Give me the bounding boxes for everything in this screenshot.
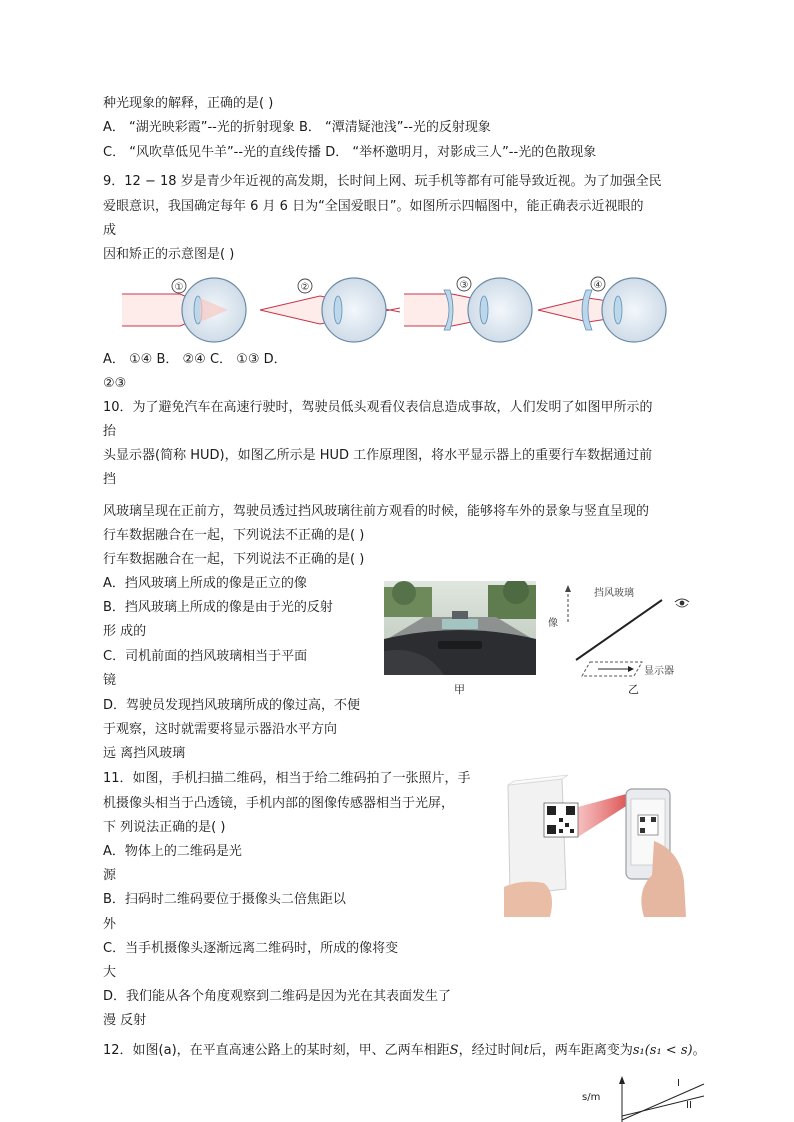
eye-lens: [480, 296, 488, 324]
q11-option-c-1: C．当手机摄像头逐渐远离二维码时，所成的像将变: [103, 941, 399, 956]
left-hand: [504, 882, 552, 917]
q12-text-b: ，经过时间: [458, 1043, 524, 1058]
y-axis-label: s/m: [582, 1092, 601, 1103]
q10-option-b-2: 形 成的: [103, 624, 147, 639]
fig-label-2: ②: [300, 282, 310, 293]
q11-option-a-2: 源: [103, 868, 117, 883]
q9-options-line-2: ②③: [103, 376, 127, 391]
fig-label-4: ④: [593, 280, 603, 291]
q9-line-2: 爱眼意识，我国确定每年 6 月 6 日为“全国爱眼日”。如图所示四幅图中，能正确表示近视眼的: [103, 199, 644, 214]
q9-options-line-1: A． ①④ B． ②④ C． ①③ D．: [103, 352, 287, 367]
image-arrow: [565, 585, 571, 592]
q10-line-7: 行车数据融合在一起，下列说法不正确的是( ): [103, 552, 365, 567]
q10-option-b-1: B．挡风玻璃上所成的像是由于光的反射: [103, 600, 333, 615]
q8-stem-tail: 种光现象的解释，正确的是( ): [103, 96, 274, 111]
eye-diagram-3: [404, 277, 532, 342]
eye-lens: [614, 296, 622, 324]
q11-option-c-2: 大: [103, 965, 117, 980]
q11-phone-scan-photo: [504, 771, 688, 917]
q10-line-3: 头显示器(简称 HUD)，如图乙所示是 HUD 工作原理图，将水平显示器上的重要行车数据通过前: [103, 448, 653, 463]
label-windshield: 挡风玻璃: [594, 588, 634, 599]
label-image: 像: [548, 618, 558, 629]
eye-diagram-2: [260, 278, 400, 342]
q10-option-d-1: D．驾驶员发现挡风玻璃所成的像过高，不便: [103, 698, 361, 713]
q10-line-1: 10．为了避免汽车在高速行驶时，驾驶员低头观看仪表信息造成事故，人们发明了如图甲所示的: [103, 400, 653, 415]
q10-line-2: 抬: [103, 424, 117, 439]
fig-label-jia: 甲: [454, 683, 465, 696]
eyeball: [468, 278, 532, 342]
fig-label-1: ①: [174, 282, 184, 293]
eyeball: [602, 278, 666, 342]
q11-option-b-2: 外: [103, 917, 117, 932]
q9-line-3: 成: [103, 223, 117, 238]
q11-line-2: 机摄像头相当于凸透镜，手机内部的图像传感器相当于光屏，: [103, 796, 455, 811]
q12-st-graph: [578, 1072, 712, 1122]
q11-line-3: 下 列说法正确的是( ): [103, 820, 226, 835]
q12-var-t: t: [523, 1043, 529, 1058]
q9-line-4: 因和矫正的示意图是( ): [103, 247, 235, 262]
label-display: 显示器: [644, 666, 674, 677]
q12-line-1: [103, 1042, 706, 1060]
q12-text-a: 12．如图(a)，在平直高速公路上的某时刻，甲、乙两车相距: [103, 1043, 450, 1058]
q12-expression: s₁(s₁ < s): [632, 1043, 693, 1058]
q12-var-s: S: [449, 1043, 459, 1058]
q10-option-d-3: 远 离挡风玻璃: [103, 746, 186, 761]
q10-line-4: 挡: [103, 472, 117, 487]
qr-code-icon: [544, 803, 578, 837]
line-ii-label: II: [686, 1100, 692, 1111]
q9-line-1: 9．12 − 18 岁是青少年近视的高发期，长时间上网、玩手机等都有可能导致近视。为了加强全民: [103, 174, 662, 189]
q10-option-c-2: 镜: [103, 673, 117, 688]
q12-text-c: 后，两车距离变为: [528, 1043, 633, 1058]
q11-option-d-2: 漫 反射: [103, 1013, 147, 1028]
eyeball: [322, 278, 386, 342]
q12-text-d: 。: [692, 1043, 706, 1058]
q10-option-d-2: 于观察，这时就需要将显示器沿水平方向: [103, 722, 338, 737]
line-i-label: I: [677, 1078, 680, 1089]
q10-option-c-1: C．司机前面的挡风玻璃相当于平面: [103, 649, 308, 664]
q10-hud-photo: [384, 581, 536, 675]
q11-option-a-1: A．物体上的二维码是光: [103, 844, 242, 859]
q8-options-ab: A． “湖光映彩霞”--光的折射现象 B． “潭清疑池浅”--光的反射现象: [103, 120, 491, 135]
q10-hud-diagram: [542, 582, 702, 678]
q11-option-b-1: B．扫码时二维码要位于摄像头二倍焦距以: [103, 892, 346, 907]
windshield-line: [576, 600, 662, 660]
q11-option-d-1: D．我们能从各个角度观察到二维码是因为光在其表面发生了: [103, 989, 452, 1004]
fig-label-3: ③: [459, 280, 469, 291]
eye-diagram-4: [538, 277, 666, 342]
eye-lens: [334, 296, 342, 324]
q10-line-6: 行车数据融合在一起，下列说法不正确的是( ): [103, 528, 365, 543]
q9-eye-diagrams: [118, 272, 674, 344]
fig-label-yi: 乙: [628, 683, 639, 696]
q10-option-a: A．挡风玻璃上所成的像是正立的像: [103, 576, 307, 591]
eye-diagram-1: [122, 278, 246, 342]
q10-line-5: 风玻璃呈现在正前方，驾驶员透过挡风玻璃往前方观看的时候，能够将车外的景象与竖直呈现的: [103, 504, 650, 519]
q11-line-1: 11．如图，手机扫描二维码，相当于给二维码拍了一张照片，手: [103, 771, 471, 786]
q8-options-cd: C． “风吹草低见牛羊”--光的直线传播 D． “举杯邀明月，对影成三人”--光的色散现象: [103, 145, 597, 160]
